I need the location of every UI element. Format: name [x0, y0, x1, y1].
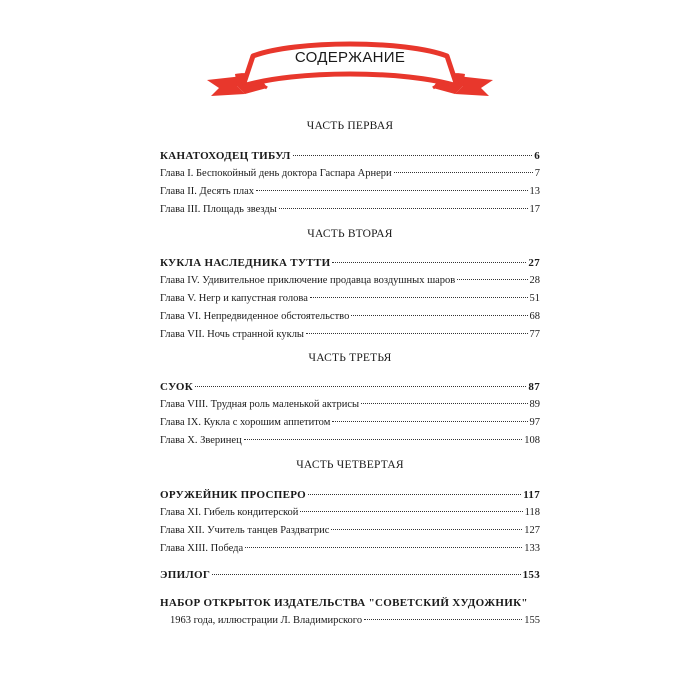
toc-entry-title: Глава IV. Удивительное приключение продавца воздушных шаров: [160, 275, 456, 286]
toc-section: [160, 569, 540, 587]
toc-entry-page: 77: [529, 329, 540, 340]
toc-entry[interactable]: [160, 525, 540, 543]
toc-entry-page: 108: [524, 435, 540, 446]
toc-entry[interactable]: [160, 329, 540, 347]
dot-leader: [351, 315, 527, 316]
dot-leader: [361, 403, 527, 404]
toc-entry-title: 1963 года, иллюстрации Л. Владимирского: [170, 615, 363, 626]
dot-leader: [279, 208, 528, 209]
toc-entry-title: Глава XIII. Победа: [160, 543, 244, 554]
toc-entry-page: 51: [529, 293, 540, 304]
toc-entry[interactable]: [160, 543, 540, 561]
toc-entry[interactable]: [160, 399, 540, 417]
toc-entry[interactable]: [160, 489, 540, 507]
toc-entry[interactable]: [160, 275, 540, 293]
dot-leader: [245, 547, 522, 548]
part-heading: ЧАСТЬ ПЕРВАЯ: [306, 120, 394, 132]
toc-entry[interactable]: [160, 186, 540, 204]
dot-leader: [332, 262, 526, 263]
toc-entry-title: Глава VII. Ночь странной куклы: [160, 329, 304, 340]
dot-leader: [256, 190, 527, 191]
toc-entry-title: Глава IX. Кукла с хорошим аппетитом: [160, 417, 331, 428]
toc-entry-page: 153: [522, 569, 540, 581]
dot-leader: [244, 439, 523, 440]
toc-entry-page: 97: [529, 417, 540, 428]
toc-entry-page: 118: [524, 507, 540, 518]
toc-entry[interactable]: [160, 293, 540, 311]
toc-entry-title: Глава V. Негр и капустная голова: [160, 293, 308, 304]
toc-entry[interactable]: [160, 257, 540, 275]
dot-leader: [364, 619, 522, 620]
toc-entry-title: Глава XII. Учитель танцев Раздватрис: [160, 525, 330, 536]
toc-section: [160, 257, 540, 347]
toc-entry-title: Глава XI. Гибель кондитерской: [160, 507, 299, 518]
toc-entry-title: СУОК: [160, 381, 194, 393]
toc-entry[interactable]: [160, 311, 540, 329]
toc-entry[interactable]: [160, 435, 540, 453]
toc-entry[interactable]: [160, 381, 540, 399]
dot-leader: [293, 155, 533, 156]
part-heading: ЧАСТЬ ВТОРАЯ: [307, 228, 393, 240]
dot-leader: [331, 529, 522, 530]
toc-entry-title: Глава II. Десять плах: [160, 186, 255, 197]
toc-entry-page: 27: [528, 257, 540, 269]
toc-entry-title: Глава III. Площадь звезды: [160, 204, 277, 215]
toc-entry-title: ЭПИЛОГ: [160, 569, 211, 581]
toc-entry-title: Глава VIII. Трудная роль маленькой актрисы: [160, 399, 360, 410]
toc-entry[interactable]: [160, 507, 540, 525]
toc-entry-page: 89: [529, 399, 540, 410]
toc-entry-epilogue[interactable]: [160, 569, 540, 587]
dot-leader: [212, 574, 520, 575]
dot-leader: [457, 279, 527, 280]
dot-leader: [300, 511, 522, 512]
toc-section: [160, 150, 540, 222]
dot-leader: [195, 386, 526, 387]
toc-entry-page: 7: [534, 168, 540, 179]
toc-entry-title: ОРУЖЕЙНИК ПРОСПЕРО: [160, 489, 307, 501]
toc-entry-page: 13: [529, 186, 540, 197]
part-heading: ЧАСТЬ ТРЕТЬЯ: [308, 352, 392, 364]
dot-leader: [308, 494, 521, 495]
toc-entry-title: КУКЛА НАСЛЕДНИКА ТУТТИ: [160, 257, 331, 269]
toc-entry-title: Глава VI. Непредвиденное обстоятельство: [160, 311, 350, 322]
toc-entry-title: КАНАТОХОДЕЦ ТИБУЛ: [160, 150, 291, 162]
toc-entry-page: 133: [524, 543, 540, 554]
page-title: СОДЕРЖАНИЕ: [294, 49, 406, 66]
toc-entry-page: 68: [529, 311, 540, 322]
dot-leader: [306, 333, 528, 334]
toc-entry-title: НАБОР ОТКРЫТОК ИЗДАТЕЛЬСТВА "СОВЕТСКИЙ ХУДОЖНИК": [160, 597, 528, 609]
toc-entry-page: 28: [529, 275, 540, 286]
toc-entry-postcards[interactable]: [160, 615, 540, 633]
dot-leader: [394, 172, 533, 173]
toc-entry-page: 87: [528, 381, 540, 393]
toc-entry-page: 6: [534, 150, 540, 162]
toc-entry-title: Глава I. Беспокойный день доктора Гаспара Арнери: [160, 168, 392, 179]
part-heading: ЧАСТЬ ЧЕТВЕРТАЯ: [296, 459, 404, 471]
dot-leader: [332, 421, 527, 422]
toc-section: [160, 597, 540, 633]
toc-entry-page: 117: [523, 489, 540, 501]
toc-section: [160, 381, 540, 453]
toc-entry-postcards-heading: [160, 597, 540, 615]
toc-entry-page: 127: [524, 525, 540, 536]
ribbon-banner-icon: [205, 36, 495, 106]
toc-entry-page: 155: [524, 615, 540, 626]
toc-entry-page: 17: [529, 204, 540, 215]
dot-leader: [310, 297, 528, 298]
toc-entry[interactable]: [160, 417, 540, 435]
toc-section: [160, 489, 540, 561]
toc-entry[interactable]: [160, 150, 540, 168]
toc-entry-title: Глава X. Зверинец: [160, 435, 242, 446]
toc-entry[interactable]: [160, 204, 540, 222]
toc-entry[interactable]: [160, 168, 540, 186]
